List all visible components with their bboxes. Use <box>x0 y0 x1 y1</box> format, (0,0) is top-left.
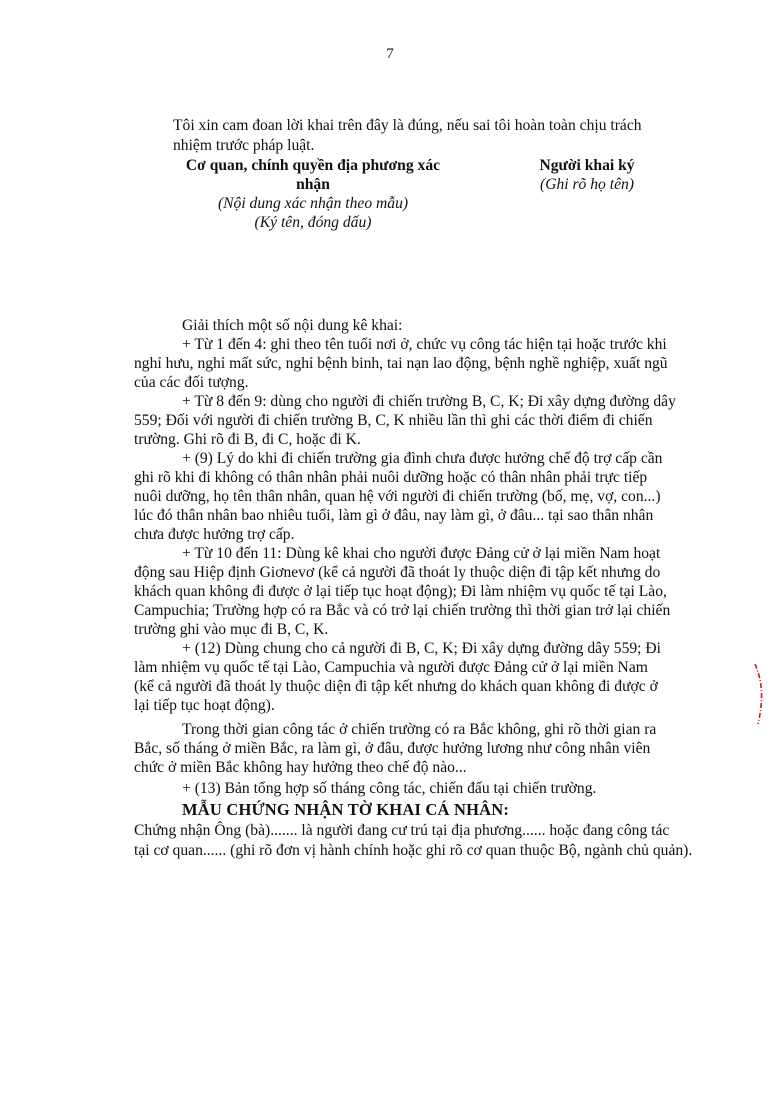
explanation-line: chức ở miền Bắc không hay hưởng theo chế độ nào... <box>134 759 467 776</box>
explanation-line: + (9) Lý do khi đi chiến trường gia đình chưa được hưởng chế độ trợ cấp cần <box>182 450 663 467</box>
explanation-line: khách quan không đi được ở lại tiếp tục hoạt động); Đi làm nhiệm vụ quốc tế tại Lào, <box>134 583 667 600</box>
declaration-line-2: nhiệm trước pháp luật. <box>173 137 315 154</box>
page-number: 7 <box>386 46 394 62</box>
authority-note-sign: (Ký tên, đóng dấu) <box>254 214 372 231</box>
declaration-line-1: Tôi xin cam đoan lời khai trên đây là đúng, nếu sai tôi hoàn toàn chịu trách <box>173 117 642 134</box>
explanation-line: lại tiếp tục hoạt động). <box>134 697 275 714</box>
declarant-note: (Ghi rõ họ tên) <box>540 176 634 193</box>
explanation-line: Campuchia; Trường hợp có ra Bắc và có trở lại chiến trường thì thời gian trở lại chiến <box>134 602 671 619</box>
explanation-line: trường. Ghi rõ đi B, đi C, hoặc đi K. <box>134 431 361 448</box>
explanation-line: + (13) Bản tổng hợp số tháng công tác, chiến đấu tại chiến trường. <box>182 780 597 797</box>
explanation-line: ghi rõ khi đi không có thân nhân phải nuôi dưỡng hoặc có thân nhân phải trực tiếp <box>134 469 648 486</box>
explanation-line: làm nhiệm vụ quốc tế tại Lào, Campuchia và người được Đảng cử ở lại miền Nam <box>134 659 648 676</box>
explanation-line: (kể cả người đã thoát ly thuộc diện đi tập kết nhưng do khách quan không đi được ở <box>134 678 658 695</box>
authority-note-content: (Nội dung xác nhận theo mẫu) <box>217 195 409 212</box>
explanation-line: + Từ 10 đến 11: Dùng kê khai cho người được Đảng cử ở lại miền Nam hoạt <box>182 545 661 562</box>
certificate-heading: MẪU CHỨNG NHẬN TỜ KHAI CÁ NHÂN: <box>182 800 510 819</box>
red-margin-mark <box>752 662 766 726</box>
explanation-line: + (12) Dùng chung cho cả người đi B, C, K; Đi xây dựng đường dây 559; Đi <box>182 640 661 657</box>
explanation-line: động sau Hiệp định Giơnevơ (kể cả người đã thoát ly thuộc diện đi tập kết nhưng do <box>134 564 661 581</box>
explanation-intro: Giải thích một số nội dung kê khai: <box>182 317 403 334</box>
explanation-line: 559; Đối với người đi chiến trường B, C, K nhiều lần thì ghi các thời điểm đi chiến <box>134 412 653 429</box>
explanation-line: + Từ 1 đến 4: ghi theo tên tuổi nơi ở, chức vụ công tác hiện tại hoặc trước khi <box>182 336 667 353</box>
certificate-line-1: Chứng nhận Ông (bà)....... là người đang cư trú tại địa phương...... hoặc đang công tác <box>134 822 670 839</box>
authority-title-line-2: nhận <box>296 176 330 193</box>
explanation-line: chưa được hưởng trợ cấp. <box>134 526 295 543</box>
explanation-line: Trong thời gian công tác ở chiến trường có ra Bắc không, ghi rõ thời gian ra <box>182 721 657 738</box>
certificate-line-2: tại cơ quan...... (ghi rõ đơn vị hành chính hoặc ghi rõ cơ quan thuộc Bộ, ngành chủ quản). <box>134 842 693 859</box>
explanation-line: của các đối tượng. <box>134 374 249 391</box>
authority-title-line-1: Cơ quan, chính quyền địa phương xác <box>185 157 441 174</box>
explanation-line: trường ghi vào mục đi B, C, K. <box>134 621 329 638</box>
explanation-line: lúc đó thân nhân bao nhiêu tuổi, làm gì ở đâu, nay làm gì, ở đâu... tại sao thân nhân <box>134 507 654 524</box>
explanation-line: Bắc, số tháng ở miền Bắc, ra làm gì, ở đâu, được hưởng lương như công nhân viên <box>134 740 651 757</box>
explanation-line: nuôi dưỡng, họ tên thân nhân, quan hệ với người đi chiến trường (bố, mẹ, vợ, con...) <box>134 488 661 505</box>
explanation-line: + Từ 8 đến 9: dùng cho người đi chiến trường B, C, K; Đi xây dựng đường dây <box>182 393 676 410</box>
explanation-line: nghỉ hưu, nghỉ mất sức, nghỉ bệnh binh, tai nạn lao động, bệnh nghề nghiệp, xuất ngũ <box>134 355 668 372</box>
declarant-title: Người khai ký <box>539 157 635 174</box>
